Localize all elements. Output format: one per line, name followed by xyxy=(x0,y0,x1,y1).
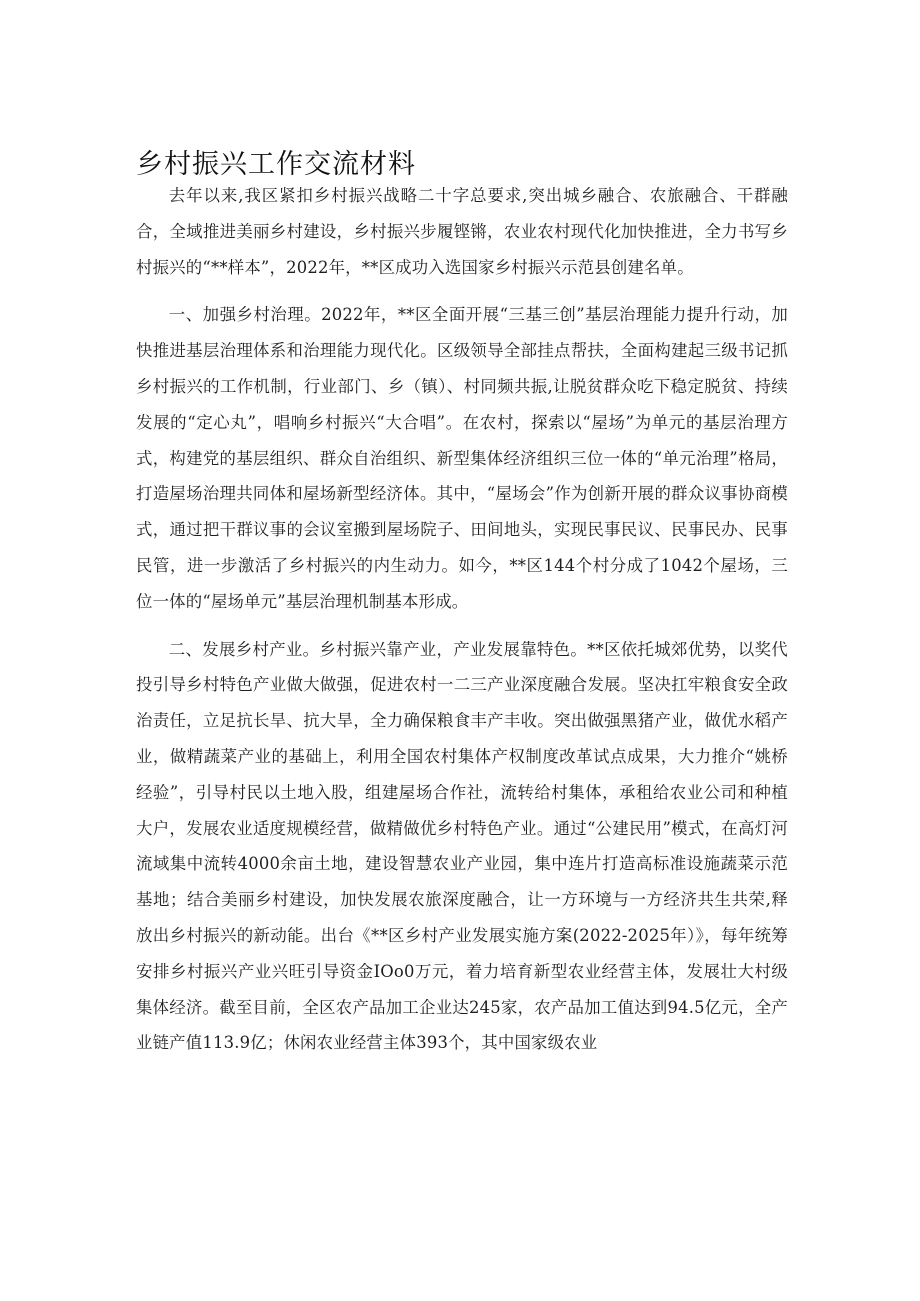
paragraph-rural-industry: 二、发展乡村产业。乡村振兴靠产业，产业发展靠特色。**区依托城郊优势，以奖代投引导乡村特色产业做大做强，促进农村一二三产业深度融合发展。坚决扛牢粮食安全政治责任，立足抗长旱、抗大旱，全力确保粮食丰产丰收。突出做强黑猪产业，做优水稻产业，做精蔬菜产业的基础上，利用全国农村集体产权制度改革试点成果，大力推介“姚桥经验”，引导村民以土地入股，组建屋场合作社，流转给村集体，承租给农业公司和种植大户，发展农业适度规模经营，做精做优乡村特色产业。通过“公建民用”模式，在高灯河流域集中流转4000余亩土地，建设智慧农业产业园，集中连片打造高标准设施蔬菜示范基地；结合美丽乡村建设，加快发展农旅深度融合，让一方环境与一方经济共生共荣,释放出乡村振兴的新动能。出台《**区乡村产业发展实施方案(2022-2025年）》，每年统筹安排乡村振兴产业兴旺引导资金IOo0万元，着力培育新型农业经营主体，发展壮大村级集体经济。截至目前，全区农产品加工企业达245家，农产品加工值达到94.5亿元，全产业链产值113.9亿；休闲农业经营主体393个，其中国家级农业 xyxy=(136,639,788,1053)
paragraph-rural-governance: 一、加强乡村治理。2022年，**区全面开展“三基三创”基层治理能力提升行动，加快推进基层治理体系和治理能力现代化。区级领导全部挂点帮扶，全面构建起三级书记抓乡村振兴的工作机制，行业部门、乡（镇）、村同频共振,让脱贫群众吃下稳定脱贫、持续发展的“定心丸”，唱响乡村振兴“大合唱”。在农村，探索以“屋场”为单元的基层治理方式，构建党的基层组织、群众自治组织、新型集体经济组织三位一体的“单元治理”格局，打造屋场治理共同体和屋场新型经济体。其中，“屋场会”作为创新开展的群众议事协商模式，通过把干群议事的会议室搬到屋场院子、田间地头，实现民事民议、民事民办、民事民管，进一步激活了乡村振兴的内生动力。如今，**区144个村分成了1042个屋场，三位一体的“屋场单元”基层治理机制基本形成。 xyxy=(136,305,788,611)
paragraph-intro: 去年以来,我区紧扣乡村振兴战略二十字总要求,突出城乡融合、农旅融合、干群融合，全域推进美丽乡村建设，乡村振兴步履铿锵，农业农村现代化加快推进，全力书写乡村振兴的“**样本”，2022年，**区成功入选国家乡村振兴示范县创建名单。 xyxy=(136,186,788,277)
document-body xyxy=(136,178,788,1061)
document-title: 乡村振兴工作交流材料 xyxy=(136,149,416,180)
